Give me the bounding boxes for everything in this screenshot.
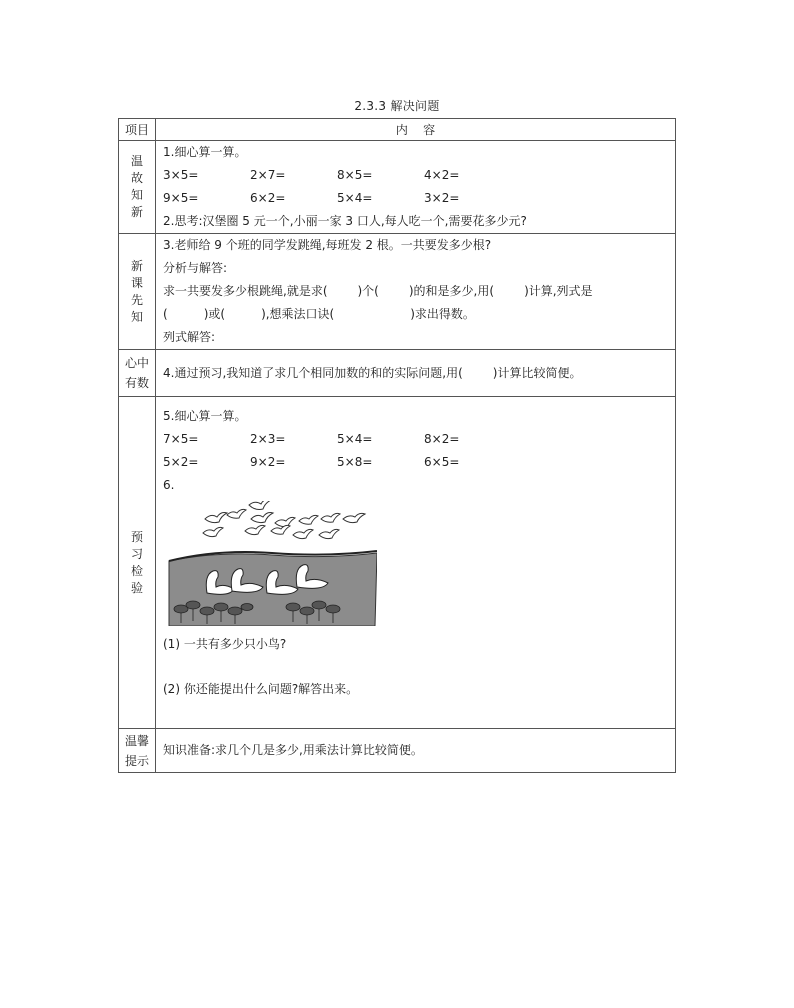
q5-row1 [163,428,675,451]
q5-row2 [163,451,675,474]
birds-geese-illustration [167,501,377,626]
calc-item: 3×5= [163,168,199,182]
calc-item: 7×5= [163,432,199,446]
calc-item: 8×5= [337,168,373,182]
calc-item: 6×5= [424,455,460,469]
row-new [119,234,676,350]
calc-item: 3×2= [424,191,460,205]
q3-text: 3.老师给 9 个班的同学发跳绳,每班发 2 根。一共要发多少根? [163,238,492,252]
flying-birds [203,501,365,539]
label-new: 新课先知 [119,234,156,350]
row-heart [119,350,676,397]
q6-label: 6. [163,478,175,492]
label-heart: 心中 有数 [119,350,156,397]
calc-item: 9×2= [250,455,286,469]
calc-item: 6×2= [250,191,286,205]
label-warmup: 温故知新 [119,141,156,234]
q1-row1 [163,164,675,187]
worksheet-table [118,118,676,773]
content-heart [156,350,676,397]
analysis-sentence-2: ( )或( ),想乘法口诀( )求出得数。 [163,307,475,321]
header-content: 内 容 [156,119,676,141]
analysis-sentence-1: 求一共要发多少根跳绳,就是求( )个( )的和是多少,用( )计算,列式是 [163,284,593,298]
q5-title: 5.细心算一算。 [163,409,247,423]
q4-text: 4.通过预习,我知道了求几个相同加数的和的实际问题,用( )计算比较简便。 [163,365,582,380]
q1-title: 1.细心算一算。 [163,145,247,159]
row-tip [119,729,676,773]
q6-part1: (1) 一共有多少只小鸟? [163,637,287,651]
calc-item: 4×2= [424,168,460,182]
label-tip: 温馨 提示 [119,729,156,773]
formula-label: 列式解答: [163,330,216,344]
content-check [156,397,676,729]
calc-item: 5×4= [337,432,373,446]
analysis-label: 分析与解答: [163,261,228,275]
calc-item: 5×8= [337,455,373,469]
tip-text: 知识准备:求几个几是多少,用乘法计算比较简便。 [163,743,423,757]
q2-text: 2.思考:汉堡圈 5 元一个,小丽一家 3 口人,每人吃一个,需要花多少元? [163,214,527,228]
row-check [119,397,676,729]
content-tip [156,729,676,773]
content-new [156,234,676,350]
header-row [119,119,676,141]
page-title: 2.3.3 解决问题 [354,99,440,113]
row-warmup [119,141,676,234]
content-warmup [156,141,676,234]
label-check: 预习检验 [119,397,156,729]
calc-item: 2×3= [250,432,286,446]
calc-item: 5×4= [337,191,373,205]
calc-item: 9×5= [163,191,199,205]
calc-item: 8×2= [424,432,460,446]
header-project: 项目 [119,119,156,141]
q1-row2 [163,187,675,210]
calc-item: 2×7= [250,168,286,182]
calc-item: 5×2= [163,455,199,469]
q6-part2: (2) 你还能提出什么问题?解答出来。 [163,682,359,696]
